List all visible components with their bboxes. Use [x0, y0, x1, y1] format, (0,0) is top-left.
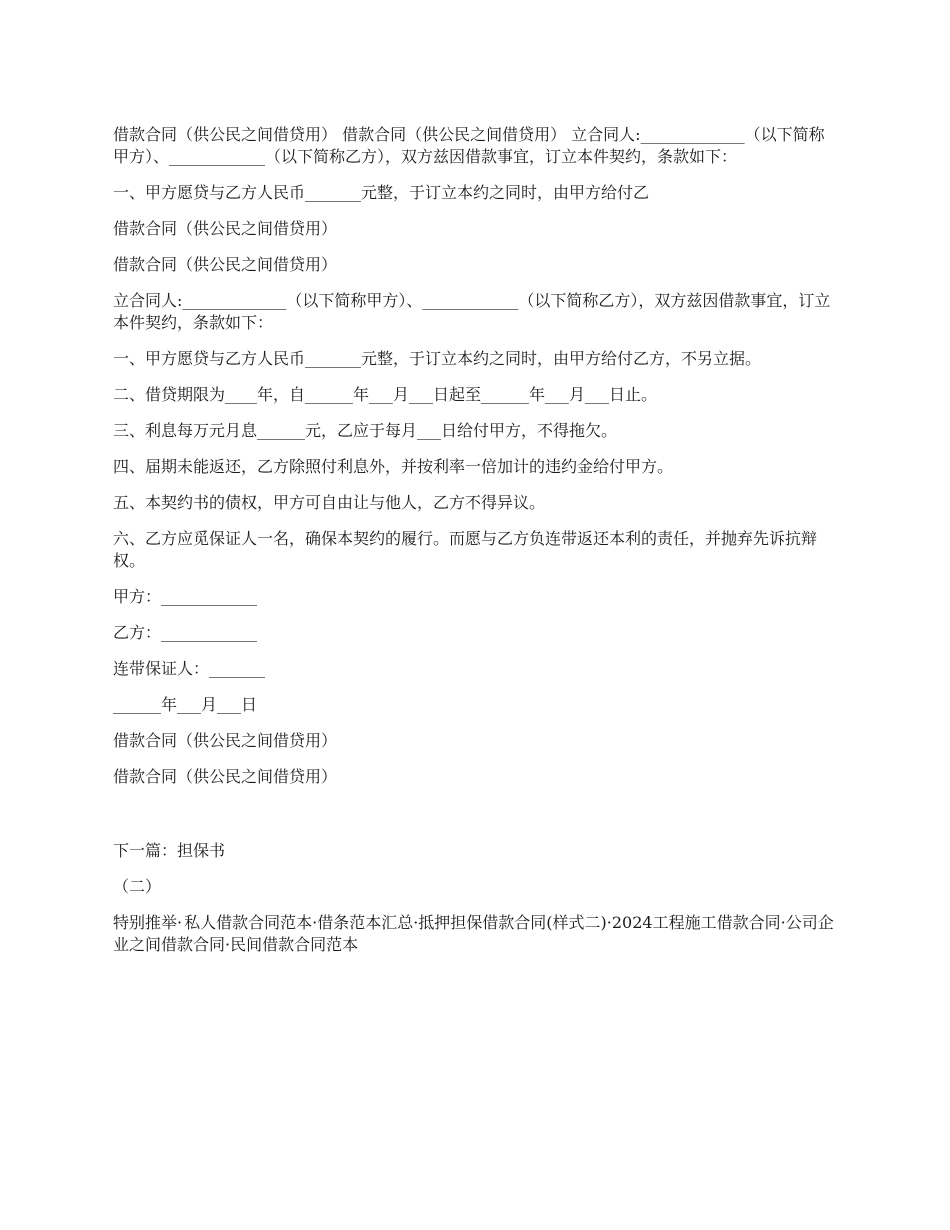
party-a-signature: 甲方：____________ — [113, 587, 258, 606]
clause-four: 四、届期未能返还，乙方除照付利息外，并按利率一倍加计的违约金给付甲方。 — [113, 457, 674, 476]
document-page — [113, 124, 838, 970]
clause-one-truncated: 一、甲方愿贷与乙方人民币_______元整，于订立本约之同时，由甲方给付乙 — [113, 183, 650, 202]
related-link-construction-loan[interactable]: 2024工程施工借款合同· — [611, 913, 786, 932]
intro-paragraph: 借款合同（供公民之间借贷用） 借款合同（供公民之间借贷用） 立合同人:_____________（以下简称甲方）、____________（以下简称乙方），双方兹因借款事宜，订立本件契约，条款如下： — [113, 125, 825, 166]
related-link-iou-templates[interactable]: ·借条范本汇总· — [312, 913, 419, 932]
section-marker: （二） — [113, 877, 162, 896]
clause-six: 六、乙方应觅保证人一名，确保本契约的履行。而愿与乙方负连带返还本利的责任，并抛弃先诉抗辩权。 — [113, 529, 818, 570]
party-b-signature: 乙方：____________ — [113, 623, 258, 642]
clause-five: 五、本契约书的债权，甲方可自由让与他人，乙方不得异议。 — [113, 493, 546, 512]
clause-two: 二、借贷期限为____年，自______年___月___日起至______年___月___日止。 — [113, 385, 658, 404]
document-footer-title-repeat: 借款合同（供公民之间借贷用） — [113, 767, 338, 786]
document-title-repeat: 借款合同（供公民之间借贷用） — [113, 255, 338, 274]
clause-three: 三、利息每万元月息______元，乙应于每月___日给付甲方，不得拖欠。 — [113, 421, 618, 440]
signing-date: ______年___月___日 — [113, 695, 258, 714]
guarantor-signature: 连带保证人：_______ — [113, 659, 266, 678]
related-link-civil-loan[interactable]: ·民间借款合同范本 — [225, 935, 359, 954]
related-label: 特别推举· — [113, 913, 183, 932]
related-link-private-loan[interactable]: 私人借款合同范本 — [184, 913, 313, 932]
clause-one: 一、甲方愿贷与乙方人民币_______元整，于订立本约之同时，由甲方给付乙方，不另立据。 — [113, 349, 762, 368]
next-article-link[interactable]: 下一篇：担保书 — [113, 841, 226, 860]
related-link-mortgage-loan[interactable]: 抵押担保借款合同(样式二)· — [418, 913, 612, 932]
related-link-company-loan[interactable]: 公司企业之间借款合同 — [113, 913, 834, 954]
document-footer-title: 借款合同（供公民之间借贷用） — [113, 731, 338, 750]
document-title: 借款合同（供公民之间借贷用） — [113, 219, 338, 238]
parties-paragraph: 立合同人:_____________（以下简称甲方）、____________（以下简称乙方），双方兹因借款事宜，订立本件契约，条款如下： — [113, 291, 831, 332]
spacer — [113, 802, 838, 840]
related-articles — [113, 912, 838, 956]
